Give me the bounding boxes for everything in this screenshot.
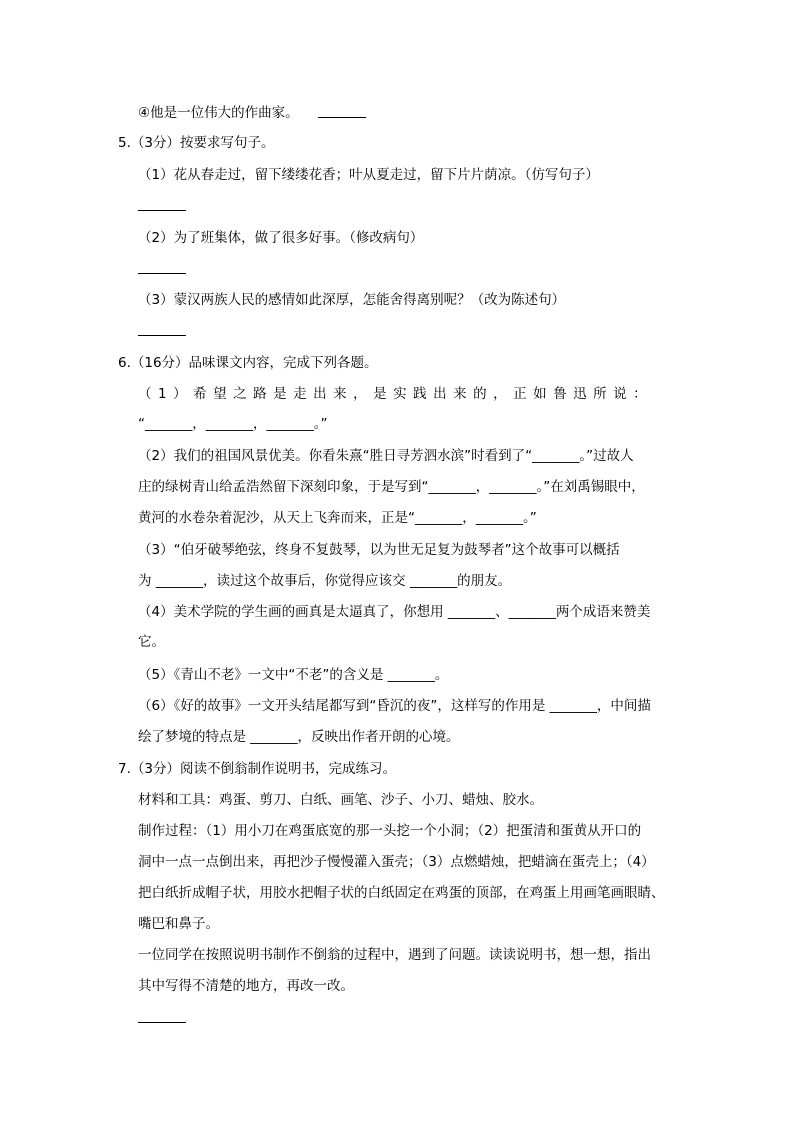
q6-item-2-line-1[interactable]: （2）我们的祖国风景优美。你看朱熹“胜日寻芳泗水滨”时看到了“_______。”过故人 bbox=[138, 448, 634, 464]
q6-item-3-line-2[interactable]: 为 _______，读过这个故事后，你觉得应该交 _______的朋友。 bbox=[138, 573, 512, 589]
q6-item-2-line-2[interactable]: 庄的绿树青山给孟浩然留下深刻印象，于是写到“_______，_______。”在刘禹锡眼中， bbox=[138, 479, 645, 495]
q7-task-line-1: 一位同学在按照说明书制作不倒翁的过程中，遇到了问题。读读说明书，想一想，指出 bbox=[138, 947, 651, 963]
q5-sentence-2: （2）为了班集体，做了很多好事。（修改病句） bbox=[138, 230, 424, 246]
q5-sentence-3: （3）蒙汉两族人民的感情如此深厚，怎能舍得离别呢？（改为陈述句） bbox=[138, 292, 566, 308]
q6-item-4-line-2: 它。 bbox=[138, 634, 165, 650]
q5-sentence-1: （1）花从春走过，留下缕缕花香；叶从夏走过，留下片片荫凉。（仿写句子） bbox=[138, 167, 599, 183]
q6-item-6-line-2[interactable]: 绘了梦境的特点是 _______，反映出作者开朗的心境。 bbox=[138, 729, 460, 745]
q7-task-line-2: 其中写得不清楚的地方，再改一改。 bbox=[138, 978, 354, 994]
answer-blank[interactable] bbox=[138, 210, 186, 211]
q7-materials: 材料和工具：鸡蛋、剪刀、白纸、画笔、沙子、小刀、蜡烛、胶水。 bbox=[138, 792, 543, 808]
q4-item-4: ④他是一位伟大的作曲家。 bbox=[138, 105, 299, 121]
q7-process-line-4: 嘴巴和鼻子。 bbox=[138, 916, 219, 932]
q6-item-3-line-1: （3）“伯牙破琴绝弦，终身不复鼓琴，以为世无足复为鼓琴者”这个故事可以概括 bbox=[138, 542, 620, 558]
q6-item-5[interactable]: （5）《青山不老》一文中“不老”的含义是 _______。 bbox=[138, 667, 449, 683]
q7-process-line-3: 把白纸折成帽子状，用胶水把帽子状的白纸固定在鸡蛋的顶部，在鸡蛋上用画笔画眼睛、 bbox=[138, 885, 665, 901]
q6-header: 6.（16分）品味课文内容，完成下列各题。 bbox=[118, 355, 378, 371]
q7-process-line-1: 制作过程：（1）用小刀在鸡蛋底宽的那一头挖一个小洞；（2）把蛋清和蛋黄从开口的 bbox=[138, 823, 642, 839]
answer-blank[interactable] bbox=[138, 335, 186, 336]
q6-item-4-line-1[interactable]: （4）美术学院的学生画的画真是太逼真了，你想用 _______、_______两个成语来赞美 bbox=[138, 604, 651, 620]
answer-blank[interactable] bbox=[138, 273, 186, 274]
q6-item-1-line-2[interactable]: “_______，_______，_______。” bbox=[138, 416, 328, 432]
answer-blank[interactable] bbox=[318, 117, 366, 118]
q5-header: 5.（3分）按要求写句子。 bbox=[118, 135, 275, 151]
q6-item-2-line-3[interactable]: 黄河的水卷杂着泥沙，从天上飞奔而来，正是“_______，_______。” bbox=[138, 510, 537, 526]
q6-item-1-line-1: （1）希望之路是走出来，是实践出来的，正如鲁迅所说： bbox=[138, 386, 654, 402]
answer-blank[interactable] bbox=[138, 1022, 186, 1023]
q7-process-line-2: 洞中一点一点倒出来，再把沙子慢慢灌入蛋壳；（3）点燃蜡烛，把蜡滴在蛋壳上；（4） bbox=[138, 854, 655, 870]
q6-item-6-line-1[interactable]: （6）《好的故事》一文开头结尾都写到“昏沉的夜”，这样写的作用是 _______，中间描 bbox=[138, 698, 651, 714]
q7-header: 7.（3分）阅读不倒翁制作说明书，完成练习。 bbox=[118, 761, 396, 777]
